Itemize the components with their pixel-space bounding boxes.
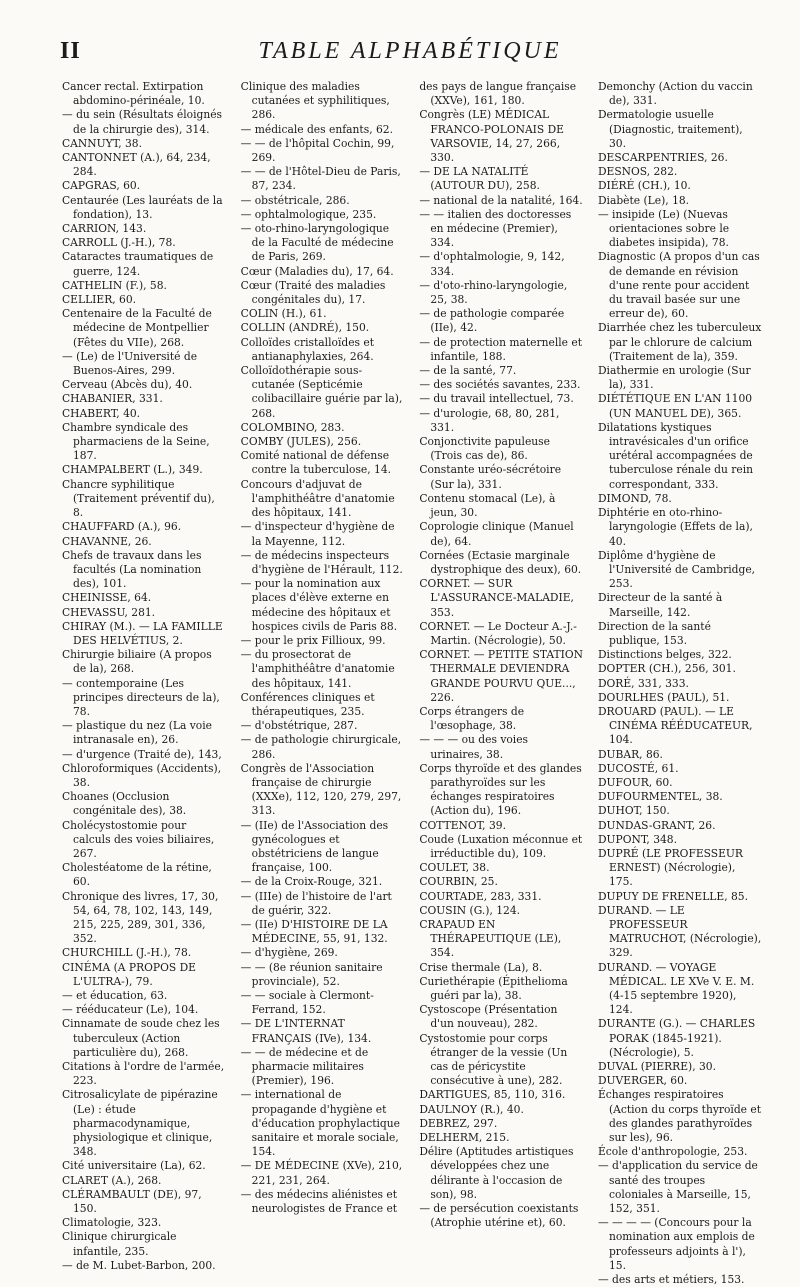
index-entry: CHABERT, 40. (62, 406, 141, 420)
index-entry: — de la santé, 77. (419, 364, 517, 378)
index-entry: Cystoscope (Présentation d'un nouveau), 282. (419, 1003, 558, 1031)
index-entry: Clinique des maladies cutanées et syphilitiques, 286. (240, 80, 390, 122)
index-entry: — — de l'Hôtel-Dieu de Paris, 87, 234. (240, 165, 401, 193)
index-entry: Diarrhée chez les tuberculeux par le chlorure de calcium (Traitement de la), 359. (597, 321, 762, 363)
index-entry: Climatologie, 323. (62, 1216, 162, 1230)
index-entry: Congrès (LE) MÉDICAL FRANCO-POLONAIS DE VARSOVIE, 14, 27, 266, 330. (419, 108, 564, 165)
index-entry: DUBAR, 86. (597, 747, 663, 761)
index-entry: DUHOT, 150. (597, 804, 670, 818)
index-entry: COULET, 38. (419, 861, 490, 875)
index-entry: CRAPAUD EN THÉRAPEUTIQUE (LE), 354. (419, 917, 562, 960)
index-entry: COLOMBINO, 283. (240, 420, 345, 434)
index-entry: — DE MÉDECINE (XVe), 210, 221, 231, 264. (240, 1159, 403, 1187)
index-entry: Cholécystostomie pour calculs des voies biliaires, 267. (62, 818, 215, 860)
index-entry: CHEINISSE, 64. (62, 591, 152, 605)
index-entry: Cancer rectal. Extirpation abdomino-périnéale, 10. (62, 80, 205, 108)
index-entry: COUSIN (G.), 124. (419, 903, 521, 917)
index-entry: CARRION, 143. (62, 222, 147, 236)
index-entry: — d'urologie, 68, 80, 281, 331. (419, 406, 560, 434)
index-entry: — du travail intellectuel, 73. (419, 392, 574, 406)
index-entry: CORNET. — PETITE STATION THERMALE DEVIENDRA GRANDE POURVU QUE..., 226. (419, 648, 584, 704)
index-entry: — pour la nomination aux places d'élève externe en médecine des hôpitaux et hospices civils de Paris 88. (240, 577, 398, 633)
index-entry: Constante uréo-sécrétoire (Sur la), 331. (419, 463, 562, 491)
index-entry: Cœur (Maladies du), 17, 64. (240, 264, 394, 278)
index-entry: Conférences cliniques et thérapeutiques, 235. (240, 690, 375, 718)
index-entry: Cholestéatome de la rétine, 60. (62, 861, 212, 889)
index-entry: — DE L'INTERNAT FRANÇAIS (IVe), 134. (240, 1017, 372, 1045)
index-entry: Chancre syphilitique (Traitement préventif du), 8. (62, 477, 215, 520)
index-column-1 (62, 80, 226, 1272)
index-entry: — — de l'hôpital Cochin, 99, 269. (240, 136, 395, 165)
index-entry: — des arts et métiers, 153. (597, 1273, 745, 1287)
index-entry: — — italien des doctoresses en médecine (Premier), 334. (419, 207, 572, 250)
index-entry: Directeur de la santé à Marseille, 142. (597, 591, 723, 619)
index-entry: Coude (Luxation méconnue et irréductible du), 109. (419, 832, 583, 860)
index-entry: Colloïdothérapie sous-cutanée (Septicémie colibacillaire guérie par la), 268. (240, 364, 403, 420)
index-entry: DESCARPENTRIES, 26. (597, 151, 728, 165)
index-entry: Curiethérapie (Épithelioma guéri par la), 38. (419, 974, 568, 1002)
index-entry: DROUARD (PAUL). — LE CINÉMA RÉÉDUCATEUR, 104. (597, 704, 753, 747)
index-entry: — du prosectorat de l'amphithéâtre d'anatomie des hôpitaux, 141. (240, 648, 395, 690)
index-entry: DURAND. — VOYAGE MÉDICAL. LE XVe V. E. M. (4-15 septembre 1920), 124. (597, 960, 755, 1017)
index-entry: Centaurée (Les lauréats de la fondation), 13. (62, 193, 223, 221)
index-entry: Comité national de défense contre la tuberculose, 14. (240, 449, 392, 477)
index-entry: DARTIGUES, 85, 110, 316. (419, 1088, 566, 1102)
index-entry: Concours d'adjuvat de l'amphithéâtre d'anatomie des hôpitaux, 141. (240, 477, 395, 520)
page-number: II (60, 38, 81, 64)
index-entry: Cerveau (Abcès du), 40. (62, 378, 193, 392)
index-entry: Diabète (Le), 18. (597, 193, 690, 207)
index-entry: DOURLHES (PAUL), 51. (597, 690, 730, 704)
index-entry: — d'application du service de santé des troupes coloniales à Marseille, 15, 152, 351. (597, 1159, 758, 1216)
index-entry: DEBREZ, 297. (419, 1116, 498, 1130)
index-entry: — de la Croix-Rouge, 321. (240, 875, 383, 889)
index-entry: DOPTER (CH.), 256, 301. (597, 662, 736, 676)
index-entry: CHEVASSU, 281. (62, 605, 156, 619)
index-entry: DUFOUR, 60. (597, 775, 673, 789)
index-entry: — d'inspecteur d'hygiène de la Mayenne, 112. (240, 520, 395, 548)
index-entry: — (IIIe) de l'histoire de l'art de guérir, 322. (240, 889, 392, 917)
index-entry: Contenu stomacal (Le), à jeun, 30. (419, 491, 556, 520)
index-entry: DUPUY DE FRENELLE, 85. (597, 889, 748, 903)
index-entry: — (IIe) de l'Association des gynécologues et obstétriciens de langue française, 100. (240, 818, 389, 875)
index-entry: Dermatologie usuelle (Diagnostic, traitement), 30. (597, 108, 743, 150)
index-entry: CLARET (A.), 268. (62, 1173, 162, 1187)
index-entry: — des sociétés savantes, 233. (419, 378, 581, 392)
index-entry: DUVAL (PIERRE), 30. (597, 1060, 716, 1074)
index-entry: DUPRÉ (LE PROFESSEUR ERNEST) (Nécrologie), 175. (597, 846, 743, 889)
index-entry: CAPGRAS, 60. (62, 179, 141, 193)
index-columns (62, 80, 762, 1287)
index-entry: Diphtérie en oto-rhino-laryngologie (Effets de la), 40. (597, 506, 753, 548)
index-entry: Citations à l'ordre de l'armée, 223. (62, 1060, 225, 1088)
index-entry: — d'ophtalmologie, 9, 142, 334. (419, 250, 565, 278)
index-entry: CHAUFFARD (A.), 96. (62, 520, 182, 534)
index-entry: DORÉ, 331, 333. (597, 676, 689, 690)
index-entry: Corps thyroïde et des glandes parathyroïdes sur les échanges respiratoires (Action du), 196. (419, 761, 582, 818)
index-entry: — — sociale à Clermont-Ferrand, 152. (240, 989, 374, 1017)
index-entry: — de médecins inspecteurs d'hygiène de l'Hérault, 112. (240, 548, 403, 576)
index-entry: Clinique chirurgicale infantile, 235. (62, 1230, 177, 1258)
index-entry: — oto-rhino-laryngologique de la Faculté de médecine de Paris, 269. (240, 222, 394, 264)
page-title: TABLE ALPHABÉTIQUE (258, 38, 562, 64)
index-column-3 (419, 80, 584, 1230)
index-entry: Crise thermale (La), 8. (419, 960, 543, 974)
index-entry: — international de propagande d'hygiène et d'éducation prophylactique sanitaire et morale sociale, 154. (240, 1088, 400, 1159)
index-entry: Demonchy (Action du vaccin de), 331. (597, 80, 753, 108)
index-entry: Diathermie en urologie (Sur la), 331. (597, 364, 751, 392)
index-entry: Conjonctivite papuleuse (Trois cas de), 86. (419, 435, 550, 463)
index-entry: Cœur (Traité des maladies congénitales du), 17. (240, 278, 386, 307)
index-entry: DIÉRÉ (CH.), 10. (597, 179, 691, 193)
index-entry: DUNDAS-GRANT, 26. (597, 818, 716, 832)
index-entry: Dilatations kystiques intravésicales d'un orifice urétéral accompagnées de tuberculose rénale du rein correspondant, 333. (597, 420, 754, 491)
index-entry: Délire (Aptitudes artistiques développées chez une délirante à l'occasion de son), 98. (419, 1145, 574, 1201)
index-entry: Cité universitaire (La), 62. (62, 1159, 206, 1173)
index-entry: DIMOND, 78. (597, 491, 672, 505)
index-entry: — obstétricale, 286. (240, 193, 350, 207)
index-entry: Corps étrangers de l'œsophage, 38. (419, 704, 525, 733)
index-entry: Direction de la santé publique, 153. (597, 619, 711, 647)
index-entry: DIÉTÉTIQUE EN L'AN 1100 (UN MANUEL DE), 365. (597, 392, 753, 420)
index-entry: DELHERM, 215. (419, 1131, 510, 1145)
index-entry: DAULNOY (R.), 40. (419, 1102, 524, 1116)
index-entry: — de M. Lubet-Barbon, 200. (62, 1258, 216, 1272)
index-entry: Cystostomie pour corps étranger de la vessie (Un cas de péricystite consécutive à une), 282. (419, 1031, 568, 1088)
index-entry: COLIN (H.), 61. (240, 307, 327, 321)
index-entry: Cornées (Ectasie marginale dystrophique des deux), 60. (419, 548, 582, 576)
index-entry: — — de médecine et de pharmacie militaires (Premier), 196. (240, 1045, 369, 1088)
index-entry: — d'oto-rhino-laryngologie, 25, 38. (419, 278, 568, 307)
index-entry: — d'urgence (Traité de), 143, (62, 747, 222, 761)
index-entry: — d'hygiène, 269. (240, 946, 338, 960)
index-entry: Diagnostic (A propos d'un cas de demande en révision d'une rente pour accident du travail basée sur une erreur de), 60. (597, 250, 760, 321)
index-entry: — rééducateur (Le), 104. (62, 1003, 199, 1017)
index-entry: COURBIN, 25. (419, 875, 498, 889)
index-entry: Distinctions belges, 322. (597, 648, 732, 662)
index-entry: DUPONT, 348. (597, 832, 677, 846)
index-entry: — plastique du nez (La voie intranasale en), 26. (62, 719, 212, 747)
index-entry: Chefs de travaux dans les facultés (La nomination des), 101. (62, 548, 202, 591)
index-entry: — (Le) de l'Université de Buenos-Aires, 299. (62, 349, 198, 378)
index-entry: — DE LA NATALITÉ (AUTOUR DU), 258. (419, 165, 540, 193)
index-entry: CORNET. — Le Docteur A.-J.-Martin. (Nécrologie), 50. (419, 619, 577, 647)
index-entry: COURTADE, 283, 331. (419, 889, 542, 903)
index-entry: CHURCHILL (J.-H.), 78. (62, 946, 192, 960)
index-entry: CHAVANNE, 26. (62, 534, 152, 548)
index-entry: — de pathologie comparée (IIe), 42. (419, 307, 565, 335)
index-entry: Choanes (Occlusion congénitale des), 38. (62, 790, 187, 818)
index-entry: CATHELIN (F.), 58. (62, 278, 167, 292)
index-entry: DURAND. — LE PROFESSEUR MATRUCHOT, (Nécrologie), 329. (597, 903, 762, 960)
index-entry: CHIRAY (M.). — LA FAMILLE DES HELVÉTIUS, 2. (62, 619, 223, 647)
index-entry: — (IIe) D'HISTOIRE DE LA MÉDECINE, 55, 91, 132. (240, 917, 388, 946)
index-entry: DURANTE (G.). — CHARLES PORAK (1845-1921). (Nécrologie), 5. (597, 1017, 756, 1059)
index-entry: Colloïdes cristalloïdes et antianaphylaxies, 264. (240, 335, 375, 363)
index-entry: — de protection maternelle et infantile, 188. (419, 335, 582, 363)
index-entry: Congrès de l'Association française de chirurgie (XXXe), 112, 120, 279, 297, 313. (240, 761, 402, 818)
index-entry: — d'obstétrique, 287. (240, 719, 358, 733)
index-entry: — de pathologie chirurgicale, 286. (240, 733, 402, 761)
page-header (60, 38, 760, 74)
index-entry: CHAMPALBERT (L.), 349. (62, 463, 203, 477)
index-entry: CANTONNET (A.), 64, 234, 284. (62, 151, 211, 179)
index-entry: Diplôme d'hygiène de l'Université de Cambridge, 253. (597, 548, 756, 591)
index-entry: CANNUYT, 38. (62, 136, 143, 150)
index-entry: — de persécution coexistants (Atrophie utérine et), 60. (419, 1202, 579, 1230)
index-entry: CINÉMA (A PROPOS DE L'ULTRA-), 79. (62, 960, 196, 988)
index-entry: — et éducation, 63. (62, 989, 168, 1002)
index-column-2 (240, 80, 405, 1216)
index-entry: COLLIN (ANDRÉ), 150. (240, 321, 370, 335)
index-entry: Chirurgie biliaire (A propos de la), 268. (62, 648, 212, 676)
index-entry: — national de la natalité, 164. (419, 193, 583, 207)
index-entry: COTTENOT, 39. (419, 818, 506, 832)
index-entry: CORNET. — SUR L'ASSURANCE-MALADIE, 353. (419, 577, 574, 619)
index-entry: — insipide (Le) (Nuevas orientaciones sobre le diabetes insipida), 78. (597, 207, 730, 250)
index-entry: Chronique des livres, 17, 30, 54, 64, 78, 102, 143, 149, 215, 225, 289, 301, 336, 352. (62, 889, 219, 946)
index-entry: — contemporaine (Les principes directeurs de la), 78. (62, 676, 220, 718)
index-entry: — médicale des enfants, 62. (240, 122, 393, 136)
index-entry: DUVERGER, 60. (597, 1074, 688, 1088)
index-entry: Cinnamate de soude chez les tuberculeux (Action particulière du), 268. (62, 1017, 220, 1059)
index-entry: — des médecins aliénistes et neurologistes de France et (240, 1187, 398, 1216)
index-entry: CARROLL (J.-H.), 78. (62, 236, 176, 250)
index-entry: Échanges respiratoires (Action du corps thyroïde et des glandes parathyroïdes sur les), 96. (597, 1088, 762, 1145)
index-entry: CHABANIER, 331. (62, 392, 163, 406)
index-entry: COMBY (JULES), 256. (240, 435, 362, 449)
index-entry: École d'anthropologie, 253. (597, 1145, 748, 1159)
index-entry: DUFOURMENTEL, 38. (597, 790, 723, 804)
index-entry: Coprologie clinique (Manuel de), 64. (419, 520, 574, 548)
index-entry: DESNOS, 282. (597, 165, 678, 179)
index-entry: — — — — (Concours pour la nomination aux emplois de professeurs adjoints à l'), 15. (597, 1216, 755, 1272)
index-entry: Chambre syndicale des pharmaciens de la Seine, 187. (62, 420, 210, 463)
index-entry: CLÉRAMBAULT (DE), 97, 150. (62, 1187, 202, 1216)
index-column-4 (597, 80, 762, 1287)
index-entry: Cataractes traumatiques de guerre, 124. (62, 250, 214, 278)
index-entry: — — (8e réunion sanitaire provinciale), 52. (240, 960, 383, 988)
index-entry: Citrosalicylate de pipérazine (Le) : étude pharmacodynamique, physiologique et clinique, 348. (62, 1088, 218, 1159)
index-entry: — pour le prix Fillioux, 99. (240, 633, 386, 647)
index-entry: — — — ou des voies urinaires, 38. (419, 733, 529, 761)
index-entry: Chloroformiques (Accidents), 38. (62, 761, 222, 789)
index-entry: DUCOSTÉ, 61. (597, 761, 679, 775)
index-entry: — ophtalmologique, 235. (240, 207, 377, 221)
index-entry: des pays de langue française (XXVe), 161, 180. (419, 80, 577, 108)
index-entry: — du sein (Résultats éloignés de la chirurgie des), 314. (62, 108, 223, 136)
index-entry: CELLIER, 60. (62, 293, 137, 307)
index-entry: Centenaire de la Faculté de médecine de Montpellier (Fêtes du VIIe), 268. (62, 307, 212, 349)
